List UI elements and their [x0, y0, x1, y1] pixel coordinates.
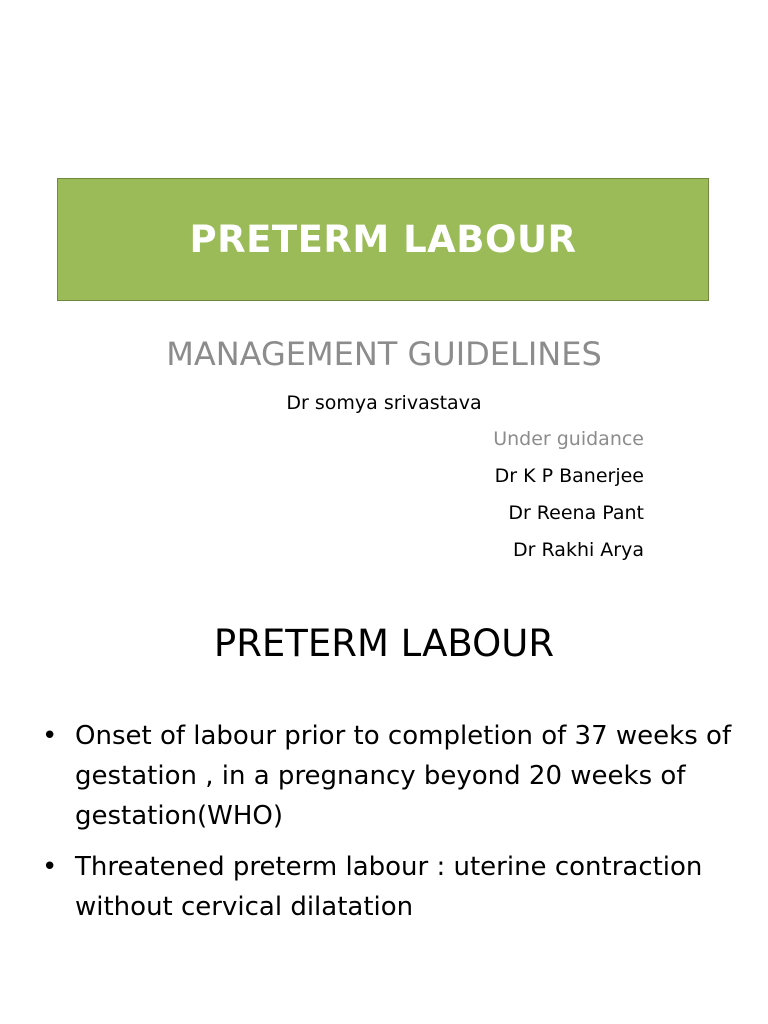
slide-title: PRETERM LABOUR — [189, 218, 577, 261]
bullet-text: Threatened preterm labour : uterine contraction without cervical dilatation — [75, 852, 703, 922]
bullet-icon: • — [42, 852, 58, 882]
guide-name: Dr Reena Pant — [508, 502, 644, 524]
guide-name: Dr Rakhi Arya — [513, 539, 644, 561]
slide-subtitle: MANAGEMENT GUIDELINES — [166, 335, 602, 373]
bullet-text: Onset of labour prior to completion of 37 weeks of gestation , in a pregnancy beyond 20 weeks of gestation(WHO) — [75, 721, 732, 831]
slide-heading: PRETERM LABOUR — [213, 622, 555, 665]
bullet-item — [42, 847, 742, 927]
definition-slide — [0, 600, 768, 1024]
guide-name: Dr K P Banerjee — [494, 465, 644, 487]
bullet-icon: • — [42, 721, 58, 751]
guidance-label: Under guidance — [493, 428, 644, 450]
bullet-item — [42, 716, 742, 836]
presenter-name: Dr somya srivastava — [286, 392, 482, 414]
bullet-list — [42, 716, 742, 938]
title-banner — [57, 178, 709, 301]
